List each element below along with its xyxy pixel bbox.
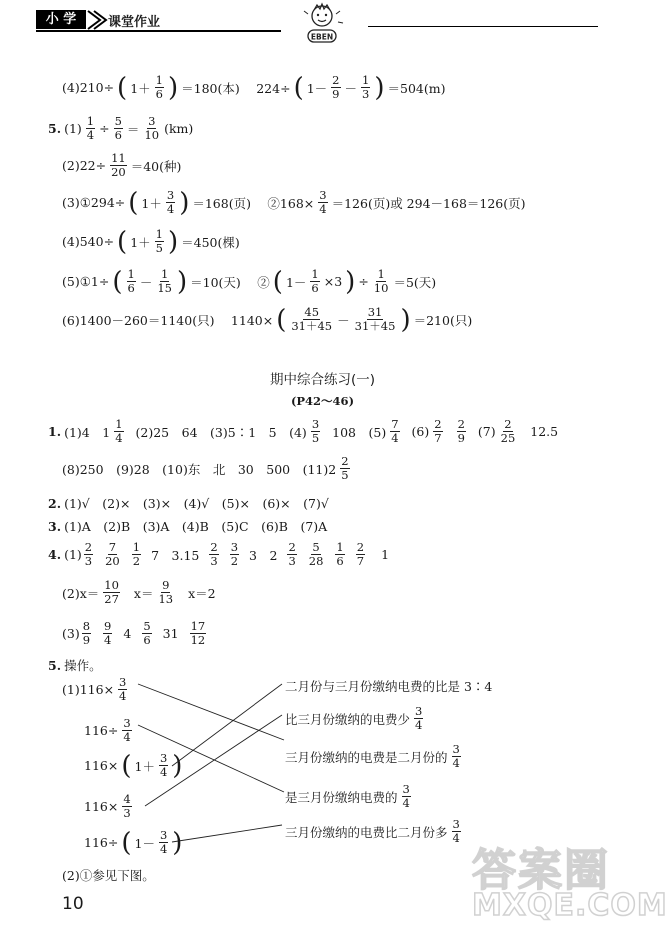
paren-open: ( — [272, 266, 283, 297]
numerator: 3 — [415, 704, 423, 718]
text: (6)1400－260＝1140(只) 1140× — [62, 312, 274, 328]
denominator: 5 — [155, 241, 163, 255]
denominator: 20 — [105, 554, 120, 568]
match-right-4 — [285, 783, 412, 810]
paren-open: ( — [117, 72, 128, 103]
denominator: 2 — [132, 554, 141, 568]
text: ＝504(m) — [387, 80, 446, 96]
denominator: 25 — [500, 431, 516, 445]
paren-open: ( — [293, 72, 304, 103]
numerator: 5 — [143, 619, 151, 633]
text: 1 — [381, 547, 390, 562]
numerator: 9 — [162, 578, 170, 592]
match-line-1 — [138, 684, 284, 740]
match-right-1 — [285, 677, 492, 695]
numerator: 8 — [82, 619, 91, 633]
text: ＝210(只) — [413, 312, 473, 328]
text: ＝ — [126, 121, 140, 137]
numerator: 7 — [108, 540, 117, 554]
numerator: 3 — [119, 675, 127, 689]
match-line-3 — [172, 684, 282, 766]
text: 1＋ — [130, 234, 151, 250]
numerator: 2 — [210, 540, 218, 554]
text: (5)①1÷ — [62, 274, 110, 289]
fraction — [122, 793, 131, 820]
fraction — [402, 783, 411, 810]
paren-open: ( — [121, 827, 132, 858]
denominator: 4 — [415, 718, 423, 732]
numerator: 3 — [311, 417, 320, 431]
denominator: 5 — [341, 468, 349, 482]
text: (2)22÷ — [62, 158, 107, 173]
section-pages: (P42～46) — [290, 394, 355, 408]
text: (1) — [64, 121, 82, 136]
text: 1－ — [306, 80, 328, 96]
denominator: 6 — [155, 87, 163, 101]
denominator: 6 — [336, 554, 344, 568]
paren-close: ) — [345, 266, 356, 297]
text: 116× — [84, 758, 119, 773]
denominator: 28 — [308, 554, 324, 568]
text: ÷ — [358, 274, 369, 289]
numerator: 1 — [155, 227, 163, 241]
text: ＝168(页) ②168× — [192, 195, 315, 211]
denominator: 4 — [159, 765, 168, 779]
text: ＝126(页)或 294－168＝126(页) — [331, 195, 526, 211]
numerator: 3 — [402, 782, 410, 796]
numerator: 1 — [377, 267, 385, 281]
numerator: 3 — [452, 817, 460, 831]
denominator: 7 — [434, 431, 442, 445]
numerator: 5 — [114, 114, 122, 128]
numerator: 3 — [319, 188, 327, 202]
header-badge: EBEN — [310, 32, 334, 42]
numerator: 2 — [341, 454, 349, 468]
denominator: 3 — [288, 554, 296, 568]
numerator: 3 — [230, 540, 239, 554]
numerator: 1 — [86, 114, 95, 128]
text: 3 2 — [249, 547, 278, 563]
match-left-2 — [84, 717, 133, 744]
text: 108 (5) — [332, 424, 387, 440]
numerator: 2 — [504, 417, 512, 431]
fraction — [159, 829, 168, 856]
fraction — [122, 717, 131, 744]
denominator: 13 — [158, 592, 174, 606]
watermark — [452, 831, 668, 926]
paren-close: ) — [172, 827, 183, 858]
text: ÷ — [99, 121, 110, 136]
numerator: 5 — [312, 540, 320, 554]
text: 二月份与三月份缴纳电费的比是 3∶4 — [285, 679, 493, 694]
denominator: 12 — [190, 633, 206, 647]
text: 1＋ — [134, 758, 155, 774]
text: 操作。 — [64, 658, 102, 673]
text: 4 — [123, 626, 132, 641]
numerator: 3 — [123, 716, 131, 730]
text: 116× — [84, 799, 119, 814]
denominator: 20 — [111, 165, 126, 179]
text: － — [337, 312, 350, 328]
denominator: 3 — [123, 806, 131, 820]
text: 12.5 — [530, 424, 559, 439]
denominator: 4 — [452, 756, 460, 770]
denominator: 10 — [144, 128, 160, 142]
numerator: 11 — [111, 151, 126, 165]
question-number: 5. — [48, 657, 62, 673]
paren-close: ) — [172, 750, 183, 781]
numerator: 1 — [311, 267, 319, 281]
text: (2)①参见下图。 — [62, 868, 155, 883]
denominator: 10 — [373, 281, 389, 295]
text: ＝10(天) ② — [190, 274, 270, 290]
question-number: 3. — [48, 518, 62, 534]
match-left-1 — [62, 676, 128, 703]
numerator: 3 — [159, 828, 168, 842]
paren-open: ( — [117, 226, 128, 257]
match-right-2 — [285, 705, 424, 732]
text: 7 3.15 — [151, 547, 200, 563]
numerator: 1 — [127, 267, 135, 281]
denominator: 3 — [210, 554, 218, 568]
numerator: 4 — [123, 792, 131, 806]
denominator: 9 — [332, 87, 340, 101]
watermark-url: MXQE.COM — [472, 888, 668, 923]
numerator: 31 — [367, 305, 383, 319]
text: (8)250 (9)28 (10)东 北 30 500 (11)2 — [62, 461, 337, 477]
numerator: 17 — [190, 619, 206, 633]
denominator: 3 — [84, 554, 93, 568]
question-number: 2. — [48, 495, 62, 511]
denominator: 2 — [230, 554, 239, 568]
paren-close: ) — [167, 226, 179, 257]
numerator: 1 — [132, 540, 141, 554]
text: (km) — [164, 121, 194, 136]
text: (2)x＝ — [62, 585, 100, 601]
text: 三月份缴纳的电费比二月份多 — [285, 824, 448, 840]
text: ＝5(天) — [393, 274, 437, 290]
numerator: 45 — [304, 305, 320, 319]
denominator: 15 — [157, 281, 172, 295]
text: (3) — [62, 626, 80, 641]
header-subject: 小 学 — [45, 12, 77, 27]
denominator: 27 — [104, 592, 119, 606]
denominator: 6 — [127, 281, 135, 295]
text: (1) — [64, 547, 82, 562]
text: 三月份缴纳的电费是二月份的 — [285, 749, 448, 765]
text: (1)A (2)B (3)A (4)B (5)C (6)B (7)A — [64, 519, 328, 534]
text: 116÷ — [84, 723, 119, 738]
numerator: 3 — [452, 742, 460, 756]
paren-close: ) — [176, 266, 188, 297]
text: ＝40(种) — [130, 158, 182, 174]
paren-open: ( — [276, 304, 287, 335]
text: (2)25 64 (3)5∶1 5 (4) — [135, 424, 307, 440]
numerator: 1 — [155, 73, 163, 87]
paren-close: ) — [374, 72, 385, 103]
match-line-5 — [172, 825, 282, 842]
text: ×3 — [323, 274, 343, 289]
paren-close: ) — [400, 304, 411, 335]
denominator: 31＋45 — [354, 319, 396, 333]
numerator: 2 — [457, 417, 465, 431]
text: － — [344, 80, 358, 96]
denominator: 6 — [311, 281, 319, 295]
denominator: 4 — [319, 202, 327, 216]
text: 1－ — [134, 835, 155, 851]
question-number: 4. — [48, 547, 62, 562]
fraction — [118, 676, 127, 703]
numerator: 2 — [434, 417, 442, 431]
watermark-logo-text: 答案圈 — [472, 845, 610, 896]
match-left-5 — [84, 829, 182, 856]
numerator: 2 — [84, 540, 93, 554]
numerator: 1 — [336, 540, 344, 554]
paren-open: ( — [112, 266, 123, 297]
s5-part-2 — [62, 866, 155, 884]
text: (6) — [411, 424, 430, 439]
numerator: 3 — [159, 751, 168, 765]
numerator: 2 — [332, 73, 340, 87]
match-right-3 — [285, 743, 462, 770]
section-title: 期中综合练习(一) — [269, 372, 376, 388]
question-number: 1. — [48, 424, 62, 439]
text: x＝ — [133, 585, 154, 601]
denominator: 4 — [119, 689, 127, 703]
text: 1＋ — [130, 80, 151, 96]
denominator: 4 — [104, 633, 112, 647]
text: (7) — [477, 424, 496, 439]
match-left-4 — [84, 793, 133, 820]
header-title: 课堂作业 — [108, 15, 161, 30]
numerator: 2 — [288, 540, 296, 554]
denominator: 9 — [82, 633, 91, 647]
text: (4)540÷ — [62, 234, 115, 249]
text: (1)4 1 — [64, 424, 111, 440]
numerator: 3 — [166, 188, 175, 202]
fraction — [159, 752, 168, 779]
question-number: 5. — [48, 121, 62, 136]
numerator: 7 — [391, 417, 399, 431]
text: (1)√ (2)× (3)× (4)√ (5)× (6)× (7)√ — [64, 496, 329, 511]
text: (3)①294÷ — [62, 195, 126, 210]
text: (1)116× — [62, 682, 115, 697]
numerator: 10 — [104, 578, 119, 592]
paren-open: ( — [128, 187, 139, 218]
denominator: 4 — [452, 831, 460, 845]
numerator: 1 — [362, 73, 370, 87]
denominator: 3 — [362, 87, 370, 101]
text: － — [139, 274, 153, 290]
text: 1－ — [285, 274, 307, 290]
denominator: 6 — [143, 633, 151, 647]
denominator: 4 — [123, 730, 131, 744]
text: 31 — [162, 626, 179, 641]
denominator: 4 — [115, 431, 123, 445]
denominator: 9 — [457, 431, 465, 445]
denominator: 4 — [159, 842, 168, 856]
paren-close: ) — [179, 187, 190, 218]
denominator: 31＋45 — [291, 319, 333, 333]
text: 116÷ — [84, 835, 119, 850]
numerator: 1 — [115, 417, 123, 431]
denominator: 5 — [311, 431, 320, 445]
denominator: 4 — [86, 128, 95, 142]
text: (4)210÷ — [62, 80, 115, 95]
numerator: 1 — [161, 267, 169, 281]
text: ＝180(本) 224÷ — [181, 80, 291, 96]
fraction — [452, 743, 461, 770]
text: ＝450(棵) — [181, 234, 240, 250]
numerator: 9 — [104, 619, 112, 633]
denominator: 4 — [391, 431, 399, 445]
match-left-3 — [84, 752, 182, 779]
numerator: 2 — [356, 540, 365, 554]
paren-open: ( — [121, 750, 132, 781]
denominator: 4 — [402, 796, 410, 810]
page-number: 10 — [62, 894, 84, 914]
fraction — [414, 705, 423, 732]
numerator: 3 — [148, 114, 156, 128]
text: 比三月份缴纳的电费少 — [285, 711, 411, 727]
denominator: 4 — [166, 202, 175, 216]
text: 1＋ — [141, 195, 162, 211]
denominator: 7 — [356, 554, 365, 568]
match-right-5 — [285, 818, 462, 845]
text: 是三月份缴纳电费的 — [285, 789, 398, 805]
paren-close: ) — [167, 72, 179, 103]
denominator: 6 — [114, 128, 122, 142]
text: x＝2 — [188, 585, 216, 601]
